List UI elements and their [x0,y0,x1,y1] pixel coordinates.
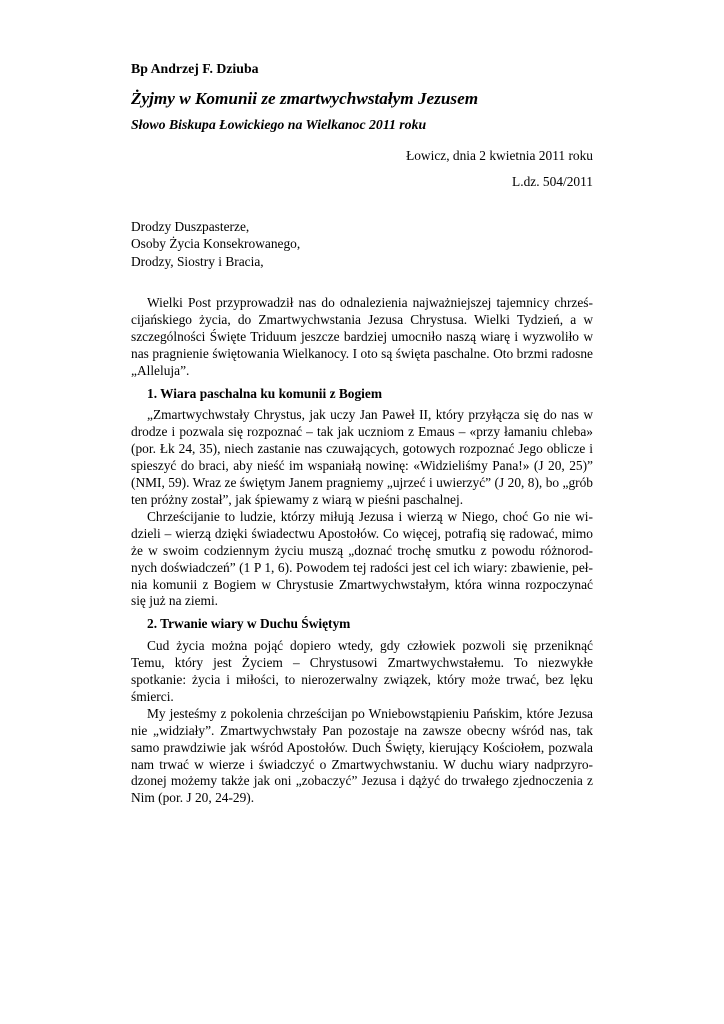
salutation-line: Osoby Życia Konsekrowanego, [131,236,301,252]
reference-number: L.dz. 504/2011 [512,174,593,189]
salutation-line: Drodzy Duszpasterze, [131,219,250,234]
paragraph: My jesteśmy z pokolenia chrześcijan po Wniebowstąpieniu Pańskim, które Jezusa nie „widziały”. Zmartwychwstały Pan pozostaje na zawsze obecny wśród nas, tak samo prawdziwie jak wśród Apostołów. Duch Święty, kierujący Kościołem, pozwala nam trwać w wierze i świadczyć o Zmartwychwstaniu. W duchu wiary nadprzyrodzonej możemy także jak oni „zobaczyć” Jezusa i dążyć do trwałego zjednoczenia z Nim (por. J 20, 24-29). [131,705,593,806]
section-heading: 2. Trwanie wiary w Duchu Świętym [147,616,351,632]
intro-paragraph: Wielki Post przyprowadził nas do odnalezienia najważniejszej tajemnicy chrześcijańskiego życia, do Zmartwychwstania Jezusa Chrystusa. Wielki Tydzień, a w szczególności Święte Triduum jeszcze bardziej umocniło naszą wiarę i wyzwoliło w nas pragnienie świętowania Wielkanocy. I oto są święta paschalne. Oto brzmi radosne „Alleluja”. [131,295,593,378]
paragraph: „Zmartwychwstały Chrystus, jak uczy Jan Paweł II, który przyłącza się do nas w drodze i pozwala się rozpoznać – tak jak uczniom z Emaus – «przy łamaniu chleba» (por. Łk 24, 35), niech zastanie nas czuwających, gotowych rozpoznać Jego oblicze i spieszyć do braci, aby nieść im wspaniałą nowinę: «Widzieliśmy Pana!» (J 20, 25)” (NMI, 59). Wraz ze świętym Janem pragniemy „ujrzeć i uwierzyć” (J 20, 8), bo „grób ten próżny został”, jak śpiewamy z wiarą w pieśni paschalnej. [131,407,593,507]
letter-body [131,295,593,807]
salutation-line: Drodzy, Siostry i Bracia, [131,253,264,269]
document-title: Żyjmy w Komunii ze zmartwychwstałym Jezusem [131,89,479,108]
place-date: Łowicz, dnia 2 kwietnia 2011 roku [406,148,593,163]
salutation [131,219,300,271]
document-subtitle: Słowo Biskupa Łowickiego na Wielkanoc 2011 roku [131,117,427,132]
paragraph: Cud życia można pojąć dopiero wtedy, gdy człowiek pozwoli się przeniknąć Temu, który jest Życiem – Chrystusowi Zmartwychwstałemu. To niezwykłe spotkanie: życia i miłości, to nierozerwalny związek, który może trwać, bez lęku śmierci. [131,638,593,704]
section-heading: 1. Wiara paschalna ku komunii z Bogiem [147,385,383,401]
author: Bp Andrzej F. Dziuba [131,61,259,76]
paragraph: Chrześcijanie to ludzie, którzy miłują Jezusa i wierzą w Niego, choć Go nie widzieli – wierzą dzięki świadectwu Apostołów. Co więcej, potrafią się radować, mimo że w swoim codziennym życiu muszą „doznać trochę smutku z powodu różnorodnych doświadczeń” (1 P 1, 6). Powodem tej radości jest cel ich wiary: zbawienie, pełnia komunii z Bogiem w Chrystusie Zmartwychwstałym, która winna rozpoczynać się już na ziemi. [131,508,593,609]
